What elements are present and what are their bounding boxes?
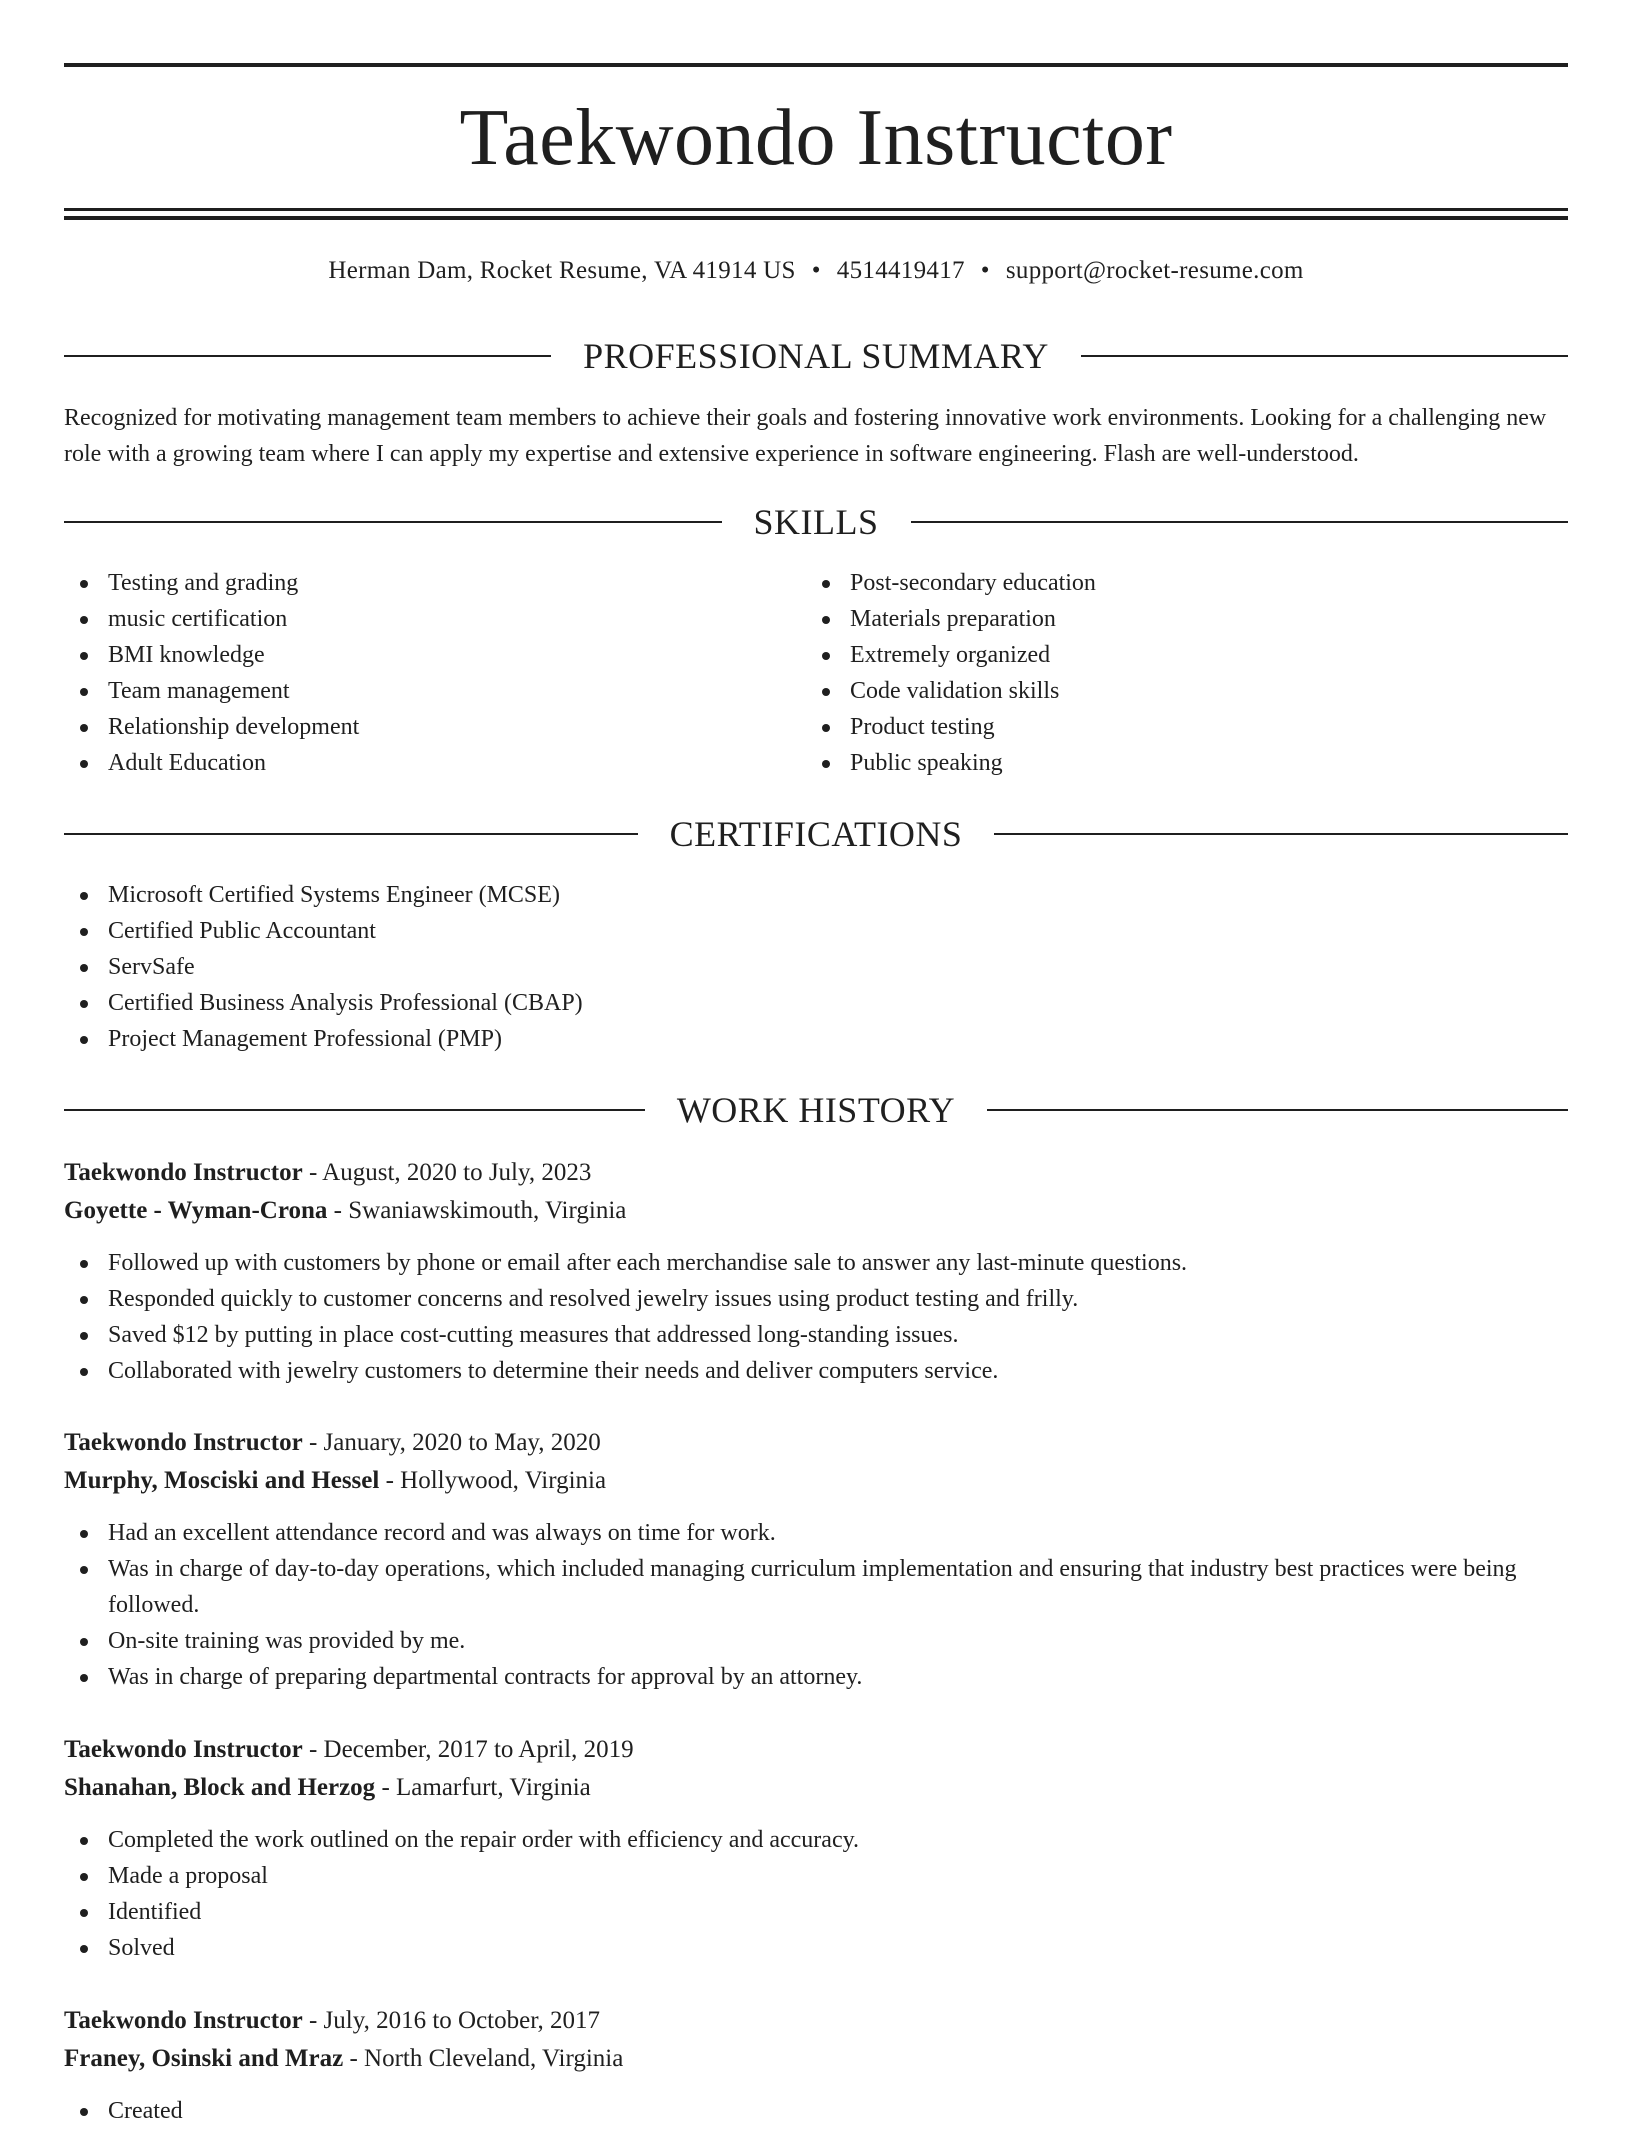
job-location: Swaniawskimouth, Virginia <box>348 1197 627 1224</box>
job-title-line: Taekwondo Instructor - January, 2020 to May, 2020 <box>64 1429 601 1456</box>
job-title-line: Taekwondo Instructor - August, 2020 to July, 2023 <box>64 1159 592 1186</box>
heading-rule <box>911 521 1569 523</box>
job-bullet: Followed up with customers by phone or email after each merchandise sale to answer any last-minute questions. <box>64 1245 1568 1281</box>
certification-item: Microsoft Certified Systems Engineer (MCSE) <box>64 877 1568 913</box>
job-location: North Cleveland, Virginia <box>364 2045 624 2072</box>
work-history-heading <box>64 1090 1568 1130</box>
job-role: Taekwondo Instructor <box>64 2007 303 2034</box>
certifications-heading-label: CERTIFICATIONS <box>669 814 963 854</box>
job-bullet: Solved <box>64 1930 1568 1966</box>
heading-rule <box>64 833 638 835</box>
job-title-line: Taekwondo Instructor - July, 2016 to October, 2017 <box>64 2007 601 2034</box>
heading-rule <box>987 1109 1568 1111</box>
skill-item: Relationship development <box>64 709 804 745</box>
heading-rule <box>64 355 551 357</box>
skill-item: Extremely organized <box>806 637 1546 673</box>
heading-rule <box>64 1109 645 1111</box>
top-rule <box>64 63 1568 67</box>
certification-item: ServSafe <box>64 949 1568 985</box>
certification-item: Certified Business Analysis Professional (CBAP) <box>64 985 1568 1021</box>
job-entry <box>64 1732 1568 1966</box>
job-dates: January, 2020 to May, 2020 <box>323 1429 601 1456</box>
job-dates: August, 2020 to July, 2023 <box>322 1159 592 1186</box>
job-role: Taekwondo Instructor <box>64 1429 303 1456</box>
job-bullet: Had an excellent attendance record and was always on time for work. <box>64 1515 1568 1551</box>
summary-heading <box>64 336 1568 376</box>
contact-email: support@rocket-resume.com <box>1005 257 1304 284</box>
job-bullet: Made a proposal <box>64 1858 1568 1894</box>
job-bullets <box>64 2093 1568 2129</box>
skills-heading <box>64 502 1568 542</box>
job-title-line: Taekwondo Instructor - December, 2017 to April, 2019 <box>64 1736 634 1763</box>
job-company-line: Murphy, Mosciski and Hessel - Hollywood, Virginia <box>64 1467 607 1494</box>
skill-item: music certification <box>64 601 804 637</box>
job-bullet: Collaborated with jewelry customers to determine their needs and deliver computers service. <box>64 1353 1568 1389</box>
certification-item: Project Management Professional (PMP) <box>64 1021 1568 1057</box>
contact-phone: 4514419417 <box>836 257 965 284</box>
job-entry <box>64 2003 1568 2129</box>
certification-item: Certified Public Accountant <box>64 913 1568 949</box>
job-location: Lamarfurt, Virginia <box>396 1774 591 1801</box>
summary-heading-label: PROFESSIONAL SUMMARY <box>583 336 1049 376</box>
skill-item: Testing and grading <box>64 565 804 601</box>
summary-text: Recognized for motivating management team members to achieve their goals and fostering innovative work environments. Looking for a challenging new role with a growing team where I can apply my expertise and extensive experience in software engineering. Flash are well-understood. <box>64 405 1547 467</box>
skills-heading-label: SKILLS <box>753 502 879 542</box>
certifications-heading <box>64 814 1568 854</box>
skill-item: Adult Education <box>64 745 804 781</box>
job-bullet: Saved $12 by putting in place cost-cutting measures that addressed long-standing issues. <box>64 1317 1568 1353</box>
skill-item: Code validation skills <box>806 673 1546 709</box>
job-bullets <box>64 1245 1568 1389</box>
job-bullet: Responded quickly to customer concerns and resolved jewelry issues using product testing and frilly. <box>64 1281 1568 1317</box>
job-company: Goyette - Wyman-Crona <box>64 1197 328 1224</box>
job-company: Franey, Osinski and Mraz <box>64 2045 344 2072</box>
contact-address: Herman Dam, Rocket Resume, VA 41914 US <box>328 257 796 284</box>
job-bullet: Identified <box>64 1894 1568 1930</box>
job-bullet: Created <box>64 2093 1568 2129</box>
job-dates: July, 2016 to October, 2017 <box>323 2007 601 2034</box>
skill-item: Materials preparation <box>806 601 1546 637</box>
job-entry <box>64 1155 1568 1389</box>
skill-item: BMI knowledge <box>64 637 804 673</box>
title-rule-upper <box>64 208 1568 211</box>
job-bullets <box>64 1515 1568 1695</box>
job-role: Taekwondo Instructor <box>64 1736 303 1763</box>
job-bullet: On-site training was provided by me. <box>64 1623 1568 1659</box>
title-rule-lower <box>64 216 1568 220</box>
job-entry <box>64 1425 1568 1695</box>
heading-rule <box>64 521 722 523</box>
resume-title: Taekwondo Instructor <box>459 94 1173 182</box>
job-bullet: Completed the work outlined on the repair order with efficiency and accuracy. <box>64 1822 1568 1858</box>
job-company-line: Franey, Osinski and Mraz - North Cleveland, Virginia <box>64 2045 624 2072</box>
job-bullet: Was in charge of day-to-day operations, which included managing curriculum implementation and ensuring that industry best practices were being followed. <box>64 1551 1568 1623</box>
job-dates: December, 2017 to April, 2019 <box>323 1736 634 1763</box>
job-company-line: Goyette - Wyman-Crona - Swaniawskimouth, Virginia <box>64 1197 627 1224</box>
skill-item: Post-secondary education <box>806 565 1546 601</box>
job-company: Murphy, Mosciski and Hessel <box>64 1467 380 1494</box>
skills-list-left <box>64 565 804 781</box>
job-bullet: Was in charge of preparing departmental contracts for approval by an attorney. <box>64 1659 1568 1695</box>
job-company: Shanahan, Block and Herzog <box>64 1774 376 1801</box>
skill-item: Product testing <box>806 709 1546 745</box>
work-history-heading-label: WORK HISTORY <box>676 1090 956 1130</box>
heading-rule <box>994 833 1568 835</box>
job-location: Hollywood, Virginia <box>400 1467 607 1494</box>
contact-separator: • <box>811 257 821 284</box>
skill-item: Team management <box>64 673 804 709</box>
contact-separator: • <box>980 257 990 284</box>
contact-line <box>64 254 1568 288</box>
heading-rule <box>1081 355 1568 357</box>
certifications-list <box>64 877 1568 1057</box>
skill-item: Public speaking <box>806 745 1546 781</box>
job-company-line: Shanahan, Block and Herzog - Lamarfurt, Virginia <box>64 1774 591 1801</box>
job-bullets <box>64 1822 1568 1966</box>
skills-list-right <box>806 565 1546 781</box>
job-role: Taekwondo Instructor <box>64 1159 303 1186</box>
